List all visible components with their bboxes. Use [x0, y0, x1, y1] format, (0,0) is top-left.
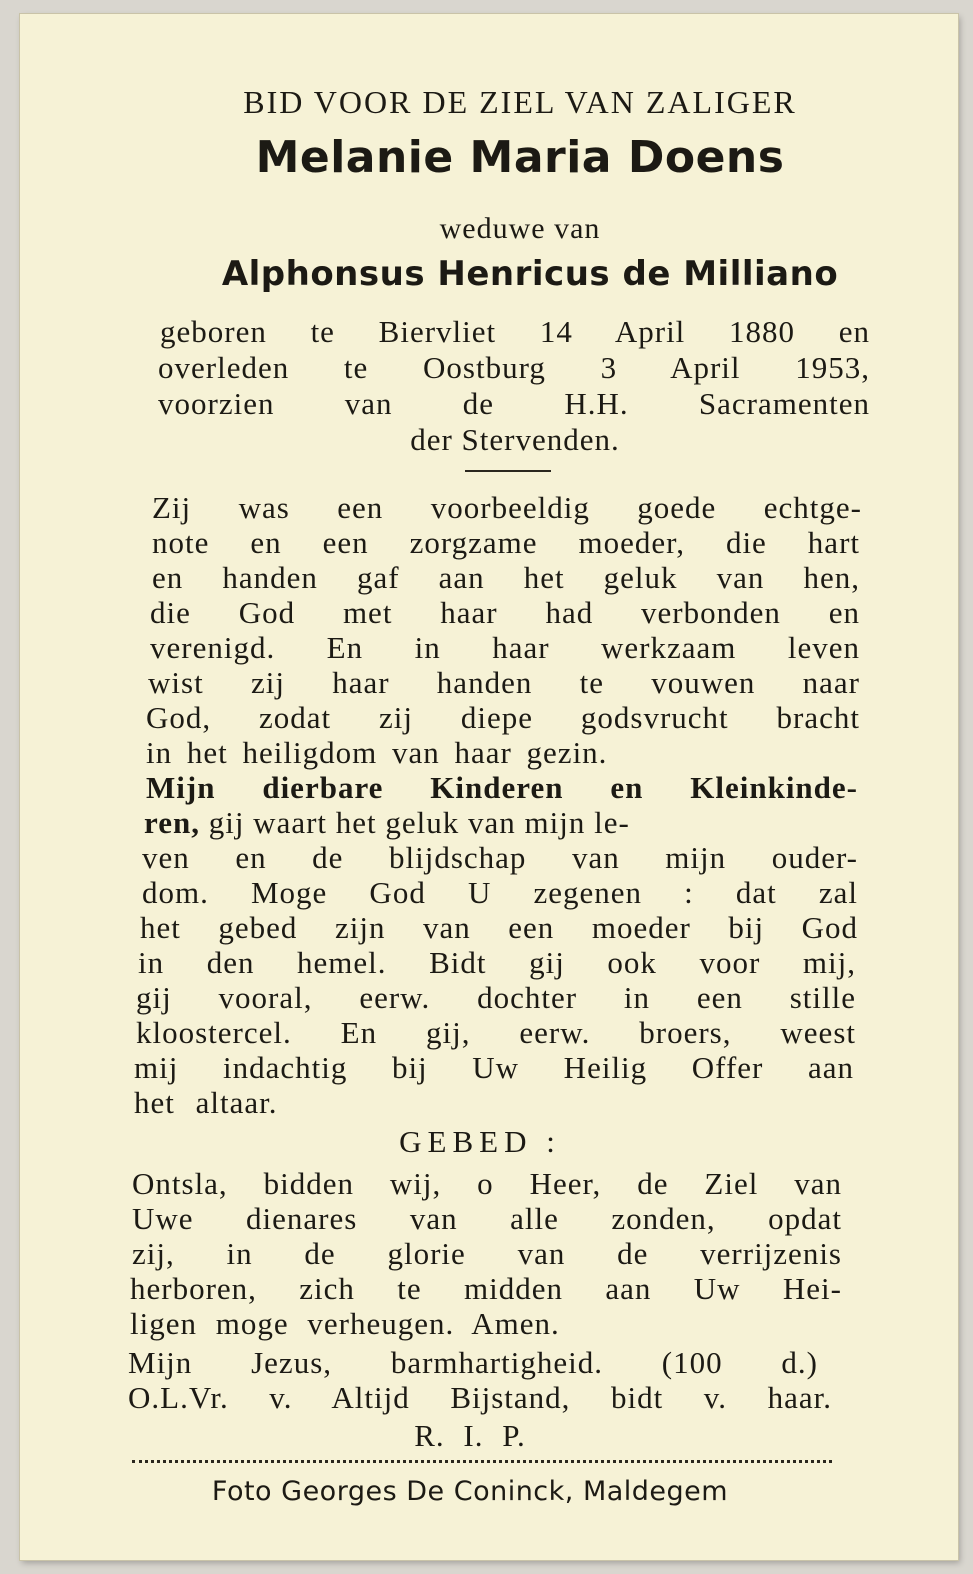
children-line: het altaar. — [134, 1085, 278, 1120]
children-address-bold: Mijn dierbare Kinderen en Kleinkinde- — [146, 770, 858, 805]
dotted-divider — [132, 1460, 832, 1463]
paragraph-line: verenigd. En in haar werkzaam leven — [150, 630, 860, 665]
children-line: kloostercel. En gij, eerw. broers, weest — [136, 1015, 856, 1050]
children-line: in den hemel. Bidt gij ook voor mij, — [138, 945, 856, 980]
children-line: ven en de blijdschap van mijn ouder- — [142, 840, 858, 875]
widow-of-label: weduwe van — [439, 212, 601, 245]
prayer-title: GEBED : — [399, 1124, 561, 1159]
bio-line: overleden te Oostburg 3 April 1953, — [158, 350, 870, 385]
children-line — [144, 805, 860, 841]
bio-line: voorzien van de H.H. Sacramenten — [158, 386, 870, 421]
children-text: gij waart het geluk van mijn le- — [199, 805, 630, 840]
memorial-card — [20, 14, 958, 1560]
photo-credit: Foto Georges De Coninck, Maldegem — [211, 1476, 729, 1507]
children-line: mij indachtig bij Uw Heilig Offer aan — [134, 1050, 854, 1085]
prayer-line: ligen moge verheugen. Amen. — [130, 1306, 560, 1341]
prayer-line: zij, in de glorie van de verrijzenis — [132, 1236, 842, 1271]
paragraph-line: note en een zorgzame moeder, die hart — [152, 525, 860, 560]
paragraph-line: en handen gaf aan het geluk van hen, — [152, 560, 860, 595]
prayer-line: herboren, zich te midden aan Uw Hei- — [130, 1271, 842, 1306]
prayer-line: Uwe dienares van alle zonden, opdat — [132, 1201, 842, 1236]
paragraph-line: Zij was een voorbeeldig goede echtge- — [152, 490, 862, 525]
paragraph-line: in het heiligdom van haar gezin. — [146, 735, 608, 770]
paragraph-line: die God met haar had verbonden en — [150, 595, 860, 630]
divider — [465, 470, 551, 472]
children-line: het gebed zijn van een moeder bij God — [140, 910, 858, 945]
children-line: dom. Moge God U zegenen : dat zal — [142, 875, 858, 910]
rip-text: R. I. P. — [414, 1418, 526, 1453]
paragraph-line: wist zij haar handen te vouwen naar — [148, 665, 860, 700]
children-line: gij vooral, eerw. dochter in een stille — [136, 980, 856, 1015]
husband-name: Alphonsus Henricus de Milliano — [221, 254, 839, 294]
prayer-line: Ontsla, bidden wij, o Heer, de Ziel van — [132, 1166, 842, 1201]
bio-line: der Stervenden. — [410, 422, 620, 457]
paragraph-line: God, zodat zij diepe godsvrucht bracht — [146, 700, 860, 735]
bio-line: geboren te Biervliet 14 April 1880 en — [160, 314, 870, 349]
children-address-bold: ren, — [144, 805, 200, 840]
card-header: BID VOOR DE ZIEL VAN ZALIGER — [243, 84, 797, 120]
indulgence-line: Mijn Jezus, barmhartigheid. (100 d.) — [128, 1345, 818, 1380]
invocation-line: O.L.Vr. v. Altijd Bijstand, bidt v. haar. — [128, 1380, 832, 1415]
deceased-name: Melanie Maria Doens — [255, 132, 785, 183]
